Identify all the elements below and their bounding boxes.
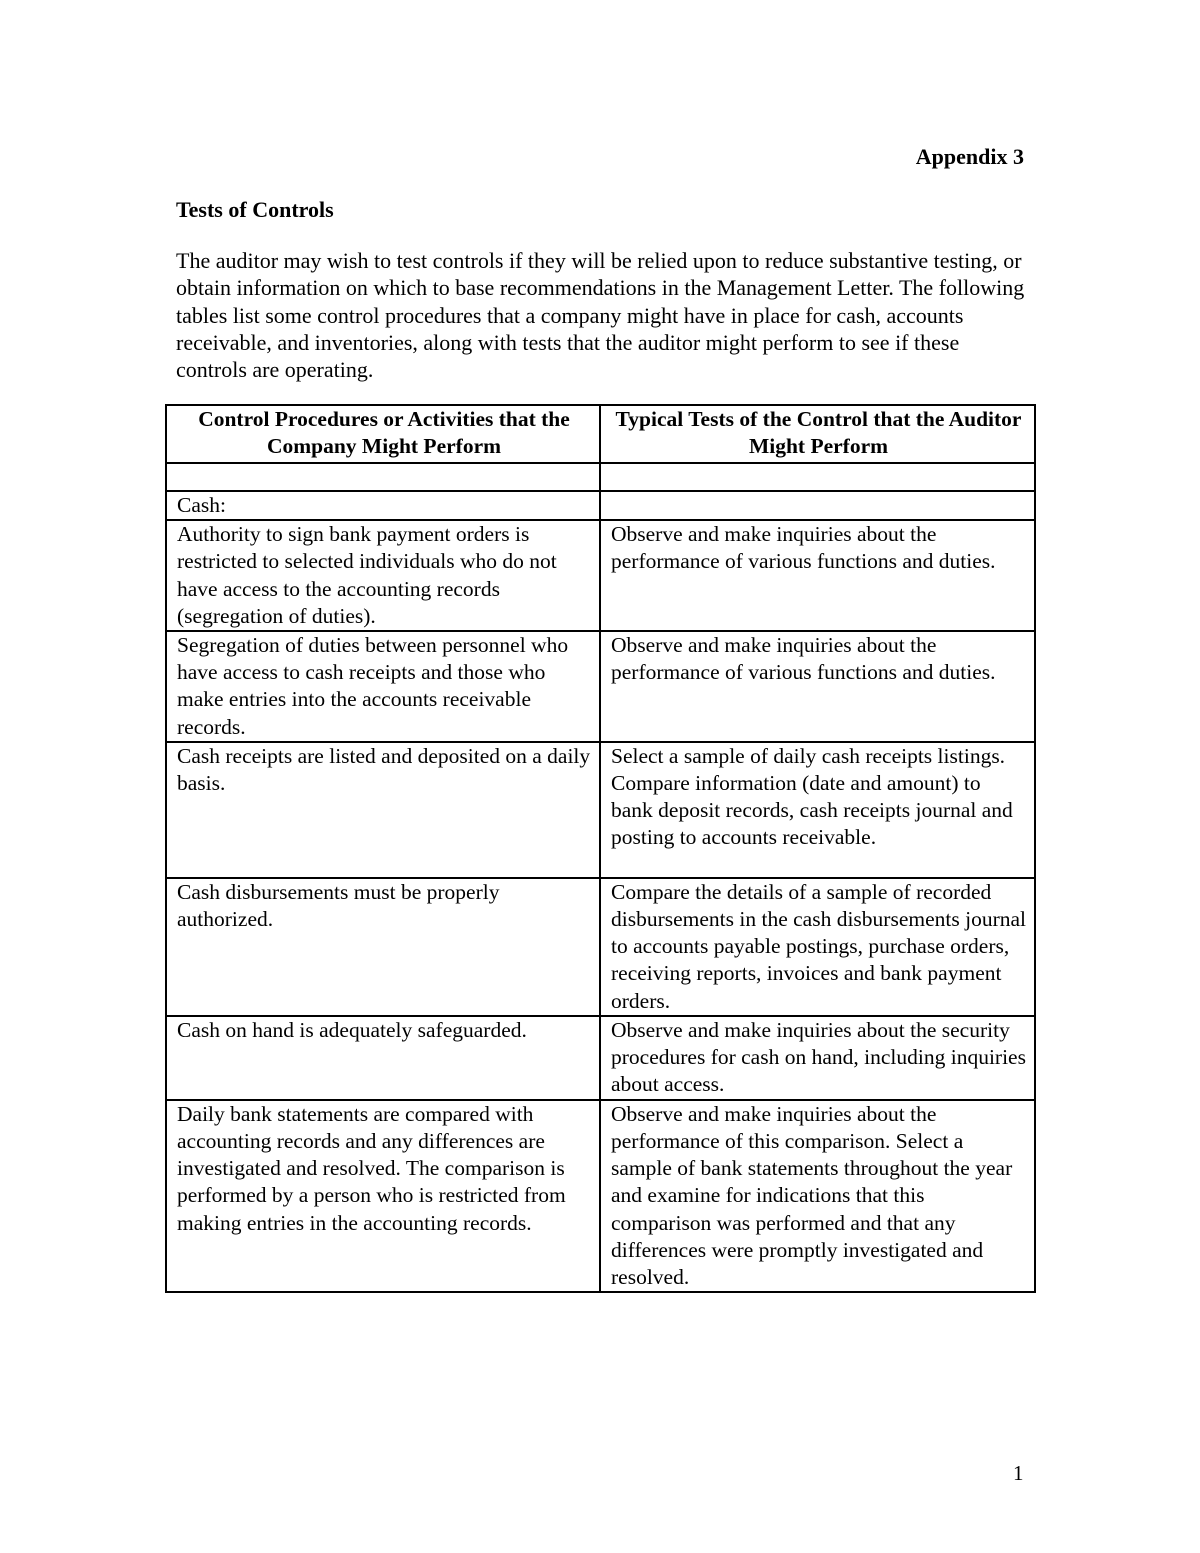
control-cell: Daily bank statements are compared with accounting records and any differences are investigated and resolved. The comparison is performed by a person who is restricted from making entries in the accounting records. (166, 1100, 600, 1292)
control-cell: Cash receipts are listed and deposited on a daily basis. (166, 742, 600, 878)
appendix-label: Appendix 3 (915, 144, 1024, 169)
control-cell: Cash on hand is adequately safeguarded. (166, 1016, 600, 1100)
test-cell: Observe and make inquiries about the security procedures for cash on hand, including inquiries about access. (600, 1016, 1035, 1100)
header-typical-tests: Typical Tests of the Control that the Auditor Might Perform (600, 405, 1035, 463)
control-cell: Authority to sign bank payment orders is restricted to selected individuals who do not have access to the accounting records (segregation of duties). (166, 520, 600, 631)
test-cell: Observe and make inquiries about the performance of various functions and duties. (600, 631, 1035, 742)
group-row-cash (166, 491, 1035, 520)
table-row (166, 878, 1035, 1016)
blank-cell (600, 463, 1035, 491)
table-row (166, 742, 1035, 878)
header-control-procedures: Control Procedures or Activities that the Company Might Perform (166, 405, 600, 463)
blank-cell (166, 463, 600, 491)
controls-table (165, 404, 1036, 1293)
blank-row (166, 463, 1035, 491)
test-cell: Observe and make inquiries about the performance of this comparison. Select a sample of bank statements throughout the year and examine for indications that this comparison was performed and that any differences were promptly investigated and resolved. (600, 1100, 1035, 1292)
table-row (166, 631, 1035, 742)
test-cell: Observe and make inquiries about the performance of various functions and duties. (600, 520, 1035, 631)
group-label-cash: Cash: (166, 491, 600, 520)
section-title: Tests of Controls (176, 197, 334, 222)
page-number: 1 (1013, 1461, 1024, 1485)
test-cell: Select a sample of daily cash receipts listings. Compare information (date and amount) to bank deposit records, cash receipts journal and posting to accounts receivable. (600, 742, 1035, 878)
intro-paragraph: The auditor may wish to test controls if they will be relied upon to reduce substantive testing, or obtain information on which to base recommendations in the Management Letter. The following tables list some control procedures that a company might have in place for cash, accounts receivable, and inventories, along with tests that the auditor might perform to see if these controls are operating. (176, 248, 1025, 383)
test-cell: Compare the details of a sample of recorded disbursements in the cash disbursements journal to accounts payable postings, purchase orders, receiving reports, invoices and bank payment orders. (600, 878, 1035, 1016)
table-row (166, 520, 1035, 631)
control-cell: Segregation of duties between personnel who have access to cash receipts and those who make entries into the accounts receivable records. (166, 631, 600, 742)
table-row (166, 1016, 1035, 1100)
blank-cell (600, 491, 1035, 520)
table-header-row (166, 405, 1035, 463)
table-row (166, 1100, 1035, 1292)
control-cell: Cash disbursements must be properly authorized. (166, 878, 600, 1016)
